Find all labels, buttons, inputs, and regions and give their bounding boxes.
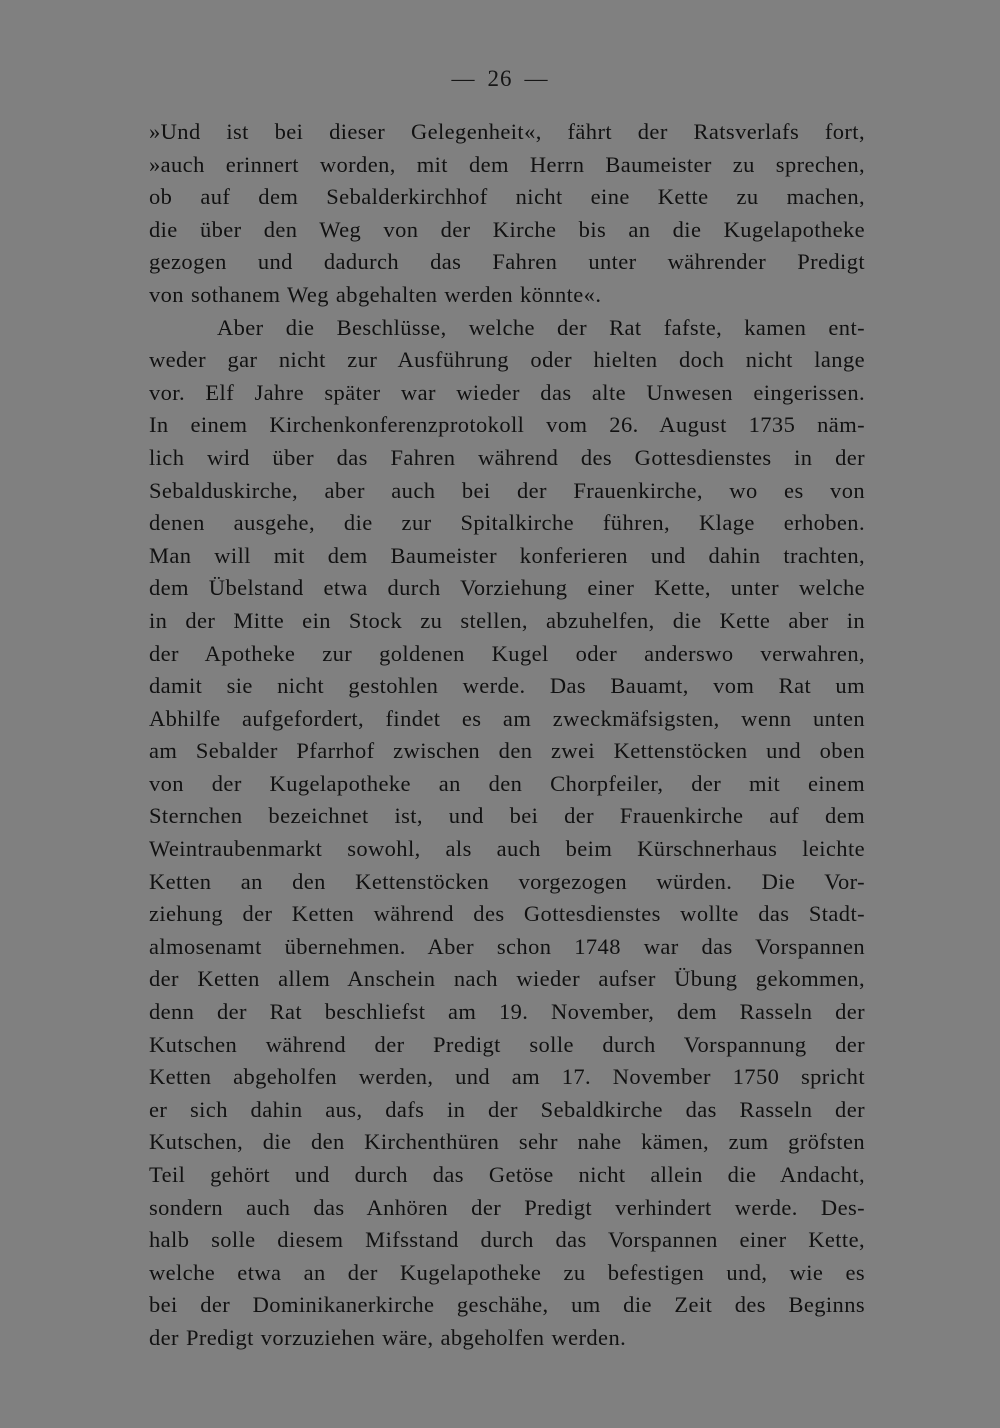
text-line: Ketten abgeholfen werden, und am 17. November 1750 spricht: [149, 1064, 865, 1090]
text-line: Ketten an den Kettenstöcken vorgezogen würden. Die Vor-: [149, 868, 865, 894]
text-line: Abhilfe aufgefordert, findet es am zweckmäfsigsten, wenn unten: [149, 705, 865, 731]
text-line: die über den Weg von der Kirche bis an die Kugelapotheke: [149, 216, 865, 242]
page-number: [0, 66, 1000, 92]
text-line: gezogen und dadurch das Fahren unter währender Predigt: [149, 249, 865, 275]
text-line: denn der Rat beschliefst am 19. November, dem Rasseln der: [149, 999, 865, 1025]
text-line: in der Mitte ein Stock zu stellen, abzuhelfen, die Kette aber in: [149, 607, 865, 633]
text-line: dem Übelstand etwa durch Vorziehung einer Kette, unter welche: [149, 575, 865, 601]
text-line: lich wird über das Fahren während des Gottesdienstes in der: [149, 444, 865, 470]
text-line: Sebalduskirche, aber auch bei der Frauenkirche, wo es von: [149, 477, 865, 503]
text-line: Kutschen während der Predigt solle durch Vorspannung der: [149, 1031, 865, 1057]
page-number-dash-right: —: [524, 66, 549, 91]
text-line: ob auf dem Sebalderkirchhof nicht eine Kette zu machen,: [149, 184, 865, 210]
text-line: am Sebalder Pfarrhof zwischen den zwei Kettenstöcken und oben: [149, 738, 865, 764]
text-line: denen ausgehe, die zur Spitalkirche führen, Klage erhoben.: [149, 510, 865, 536]
text-line: von sothanem Weg abgehalten werden könnte«.: [149, 281, 602, 307]
text-line: der Predigt vorzuziehen wäre, abgeholfen werden.: [149, 1324, 627, 1350]
text-line: Weintraubenmarkt sowohl, als auch beim Kürschnerhaus leichte: [149, 836, 865, 862]
text-line: sondern auch das Anhören der Predigt verhindert werde. Des-: [149, 1194, 865, 1220]
text-line: Man will mit dem Baumeister konferieren und dahin trachten,: [149, 542, 865, 568]
text-line: »auch erinnert worden, mit dem Herrn Baumeister zu sprechen,: [149, 151, 865, 177]
text-line: damit sie nicht gestohlen werde. Das Bauamt, vom Rat um: [149, 673, 865, 699]
text-line: der Ketten allem Anschein nach wieder aufser Übung gekommen,: [149, 966, 865, 992]
text-line: Teil gehört und durch das Getöse nicht allein die Andacht,: [149, 1162, 865, 1187]
text-line: von der Kugelapotheke an den Chorpfeiler, der mit einem: [149, 770, 865, 796]
text-line: weder gar nicht zur Ausführung oder hielten doch nicht lange: [149, 347, 865, 373]
text-line: Aber die Beschlüsse, welche der Rat fafste, kamen ent-: [217, 314, 865, 340]
text-line: Sternchen bezeichnet ist, und bei der Frauenkirche auf dem: [149, 803, 865, 829]
text-line: In einem Kirchenkonferenzprotokoll vom 26. August 1735 näm-: [149, 412, 865, 438]
text-line: »Und ist bei dieser Gelegenheit«, fährt der Ratsverlafs fort,: [149, 119, 865, 144]
text-line: der Apotheke zur goldenen Kugel oder anderswo verwahren,: [149, 640, 865, 666]
text-line: er sich dahin aus, dafs in der Sebaldkirche das Rasseln der: [149, 1096, 865, 1122]
page-number-dash-left: —: [451, 66, 476, 91]
body-text: [149, 116, 865, 1355]
text-line: bei der Dominikanerkirche geschähe, um die Zeit des Beginns: [149, 1292, 865, 1318]
text-line: Kutschen, die den Kirchenthüren sehr nahe kämen, zum gröfsten: [149, 1129, 865, 1155]
text-line: welche etwa an der Kugelapotheke zu befestigen und, wie es: [149, 1259, 865, 1285]
text-line: ziehung der Ketten während des Gottesdienstes wollte das Stadt-: [149, 901, 865, 927]
text-line: halb solle diesem Mifsstand durch das Vorspannen einer Kette,: [149, 1227, 865, 1253]
page-number-value: 26: [487, 66, 513, 91]
text-line: vor. Elf Jahre später war wieder das alte Unwesen eingerissen.: [149, 379, 865, 405]
text-line: almosenamt übernehmen. Aber schon 1748 war das Vorspannen: [149, 933, 865, 959]
